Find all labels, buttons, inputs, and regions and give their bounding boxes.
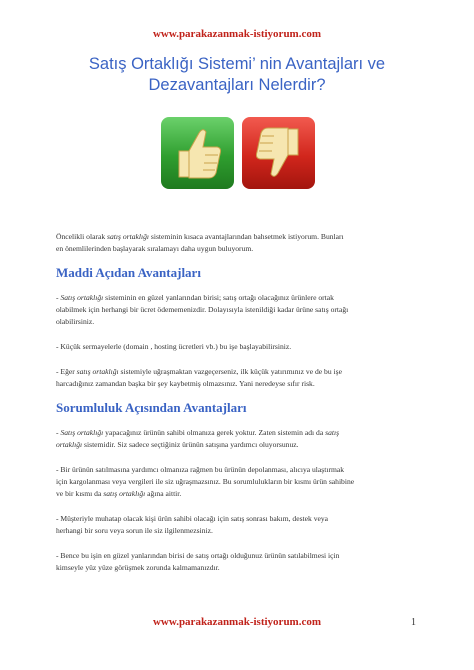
text: ağına aittir.	[145, 489, 182, 498]
section-heading-maddi: Maddi Açıdan Avantajları	[56, 265, 201, 280]
page-number: 1	[411, 617, 416, 628]
text: - Eğer	[56, 367, 77, 376]
paragraph-line: kimseyle yüz yüze görüşmek zorunda kalmamanızdır.	[56, 563, 220, 572]
italic-term: Satış ortaklığı	[60, 428, 104, 437]
paragraph-line: - Bir ürünün satılmasına yardımcı olmanıza rağmen bu ürünün depolanması, alıcıya ulaştırmak	[56, 465, 345, 474]
text: sistemidir. Siz sadece seçtiğiniz ürünün satışına yardımcı oluyorsunuz.	[82, 440, 299, 449]
intro-line-1	[56, 231, 416, 243]
paragraph-line: - Bence bu işin en güzel yanlarından birisi de satış ortağı olduğunuz ürünün satılabilmesi için	[56, 551, 340, 560]
paragraph-line: harcadığınız zamandan başka bir şey kaybetmiş olmazsınız. Yani neredeyse sıfır risk.	[56, 379, 315, 388]
text: ve bir kısmı da	[56, 489, 104, 498]
thumbs-down-icon	[250, 123, 308, 183]
title-line-1: Satış Ortaklığı Sistemi’ nin Avantajları ve	[88, 55, 386, 73]
text: -	[56, 428, 61, 437]
section2-paragraph-1	[56, 427, 416, 451]
paragraph-line: herhangi bir soru veya sorun ile siz ilgilenmezsiniz.	[56, 526, 213, 535]
thumbs-image	[161, 117, 315, 189]
footer-url[interactable]: www.parakazanmak-istiyorum.com	[152, 616, 322, 628]
paragraph-line: olabilmek için herhangi bir ücret ödememenizdir. Dolayısıyla istenildiği kadar ürüne satış ortağı	[56, 305, 349, 314]
text: sistemiyle uğraşmaktan vazgeçerseniz, ilk küçük yatırımınız ve de bu işe	[118, 367, 342, 376]
section2-paragraph-4	[56, 550, 416, 574]
italic-term: satış ortaklığı	[103, 489, 146, 498]
text: yapacağınız ürünün sahibi olmanıza gerek yoktur. Zaten sistemin adı da	[103, 428, 326, 437]
paragraph-line: - Müşteriyle muhatap olacak kişi ürün sahibi olacağı için satış sonrası bakım, destek veya	[56, 514, 329, 523]
italic-term: ortaklığı	[56, 440, 83, 449]
section1-paragraph-3	[56, 366, 416, 390]
italic-term: satış ortaklığı	[107, 232, 150, 241]
paragraph-line	[56, 427, 416, 439]
thumbs-up-tile	[161, 117, 234, 189]
section-heading-sorumluluk: Sorumluluk Açısından Avantajları	[56, 400, 247, 415]
text: sisteminin en güzel yanlarından birisi; satış ortağı olacağınız ürünlere ortak	[103, 293, 334, 302]
intro-paragraph	[56, 231, 416, 255]
title-line-2: Dezavantajları Nelerdir?	[148, 76, 326, 94]
section1-paragraph-2	[56, 341, 416, 353]
paragraph-line	[56, 439, 416, 451]
section2-paragraph-3	[56, 513, 416, 537]
text: sisteminin kısaca avantajlarından bahsetmek istiyorum. Bunları	[149, 232, 344, 241]
paragraph-line: olabilirsiniz.	[56, 317, 95, 326]
thumbs-down-tile	[242, 117, 315, 189]
italic-term: satış	[325, 428, 340, 437]
paragraph-line: - Küçük sermayelerle (domain , hosting ücretleri vb.) bu işe başlayabilirsiniz.	[56, 342, 292, 351]
thumbs-up-icon	[169, 123, 227, 183]
paragraph-line	[56, 488, 416, 500]
page-title	[40, 54, 434, 96]
section1-paragraph-1	[56, 292, 416, 328]
paragraph-line: için kargolanması veya vergileri ile siz uğraşmazsınız. Bu sorumlulukların bir kısmı ürün sahibine	[56, 477, 355, 486]
text: Öncelikli olarak	[56, 232, 108, 241]
text: -	[56, 293, 61, 302]
italic-term: Satış ortaklığı	[60, 293, 104, 302]
header-url[interactable]: www.parakazanmak-istiyorum.com	[152, 28, 322, 40]
italic-term: satış ortaklığı	[76, 367, 119, 376]
paragraph-line	[56, 366, 416, 378]
section2-paragraph-2	[56, 464, 416, 500]
paragraph-line	[56, 292, 416, 304]
intro-line-2: en önemlilerinden başlayarak sıralamayı daha uygun buluyorum.	[56, 244, 254, 253]
